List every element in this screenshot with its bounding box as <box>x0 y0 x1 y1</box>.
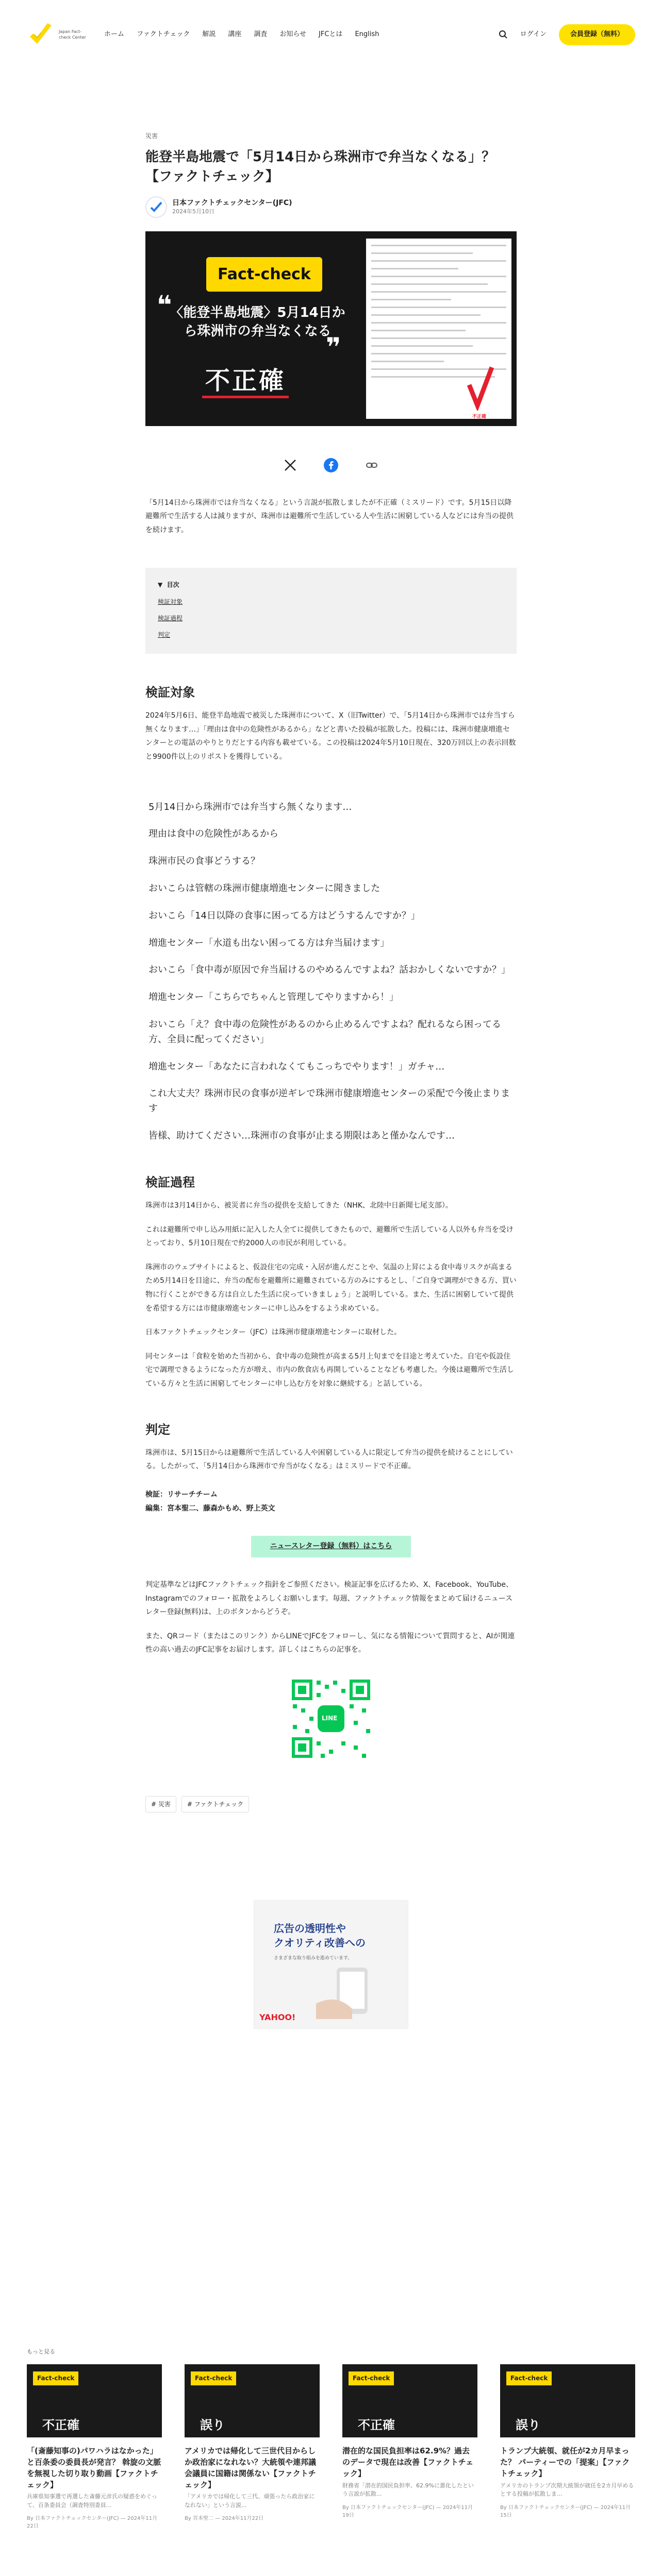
publish-date: 2024年5月10日 <box>172 208 214 215</box>
hero-image <box>145 231 517 426</box>
section-paragraph: 珠洲市は3月14日から、被災者に弁当の提供を支給してきた（NHK、北陸中日新聞七尾支部）。 <box>145 1201 453 1210</box>
open-quote-icon: ❝ <box>157 290 172 320</box>
section-paragraph: 日本ファクトチェックセンター（JFC）は珠洲市健康増進センターに取材した。 <box>145 1328 402 1337</box>
tag-disaster[interactable]: # 災害 <box>145 1796 176 1812</box>
card-date: 2024年11月22日 <box>222 2516 264 2522</box>
share-x[interactable] <box>284 459 297 472</box>
nav-factcheck[interactable]: ファクトチェック <box>137 30 190 39</box>
quote-line: これ大丈夫？珠洲市民の食事が逆ギレで珠洲市健康増進センターの采配で今後止まります <box>148 1088 510 1114</box>
quote-line: 5月14日から珠洲市では弁当すら無くなります… <box>148 801 352 812</box>
facebook-icon <box>324 458 338 472</box>
ad-banner[interactable] <box>254 1900 408 2029</box>
card-title[interactable]: 「(斎藤知事の)パワハラはなかった」と百条委の委員長が発言？ 斡旋の文脈を無視した切り取り動画【ファクトチェック】 <box>27 2446 161 2489</box>
ad-brand: YAHOO! <box>259 2012 296 2023</box>
card-excerpt: 兵庫県知事選で再選した斎藤元彦氏の疑惑をめぐって、百条委員会（調査特別委員... <box>27 2493 157 2509</box>
share-bar <box>145 458 517 472</box>
nav-course[interactable]: 講座 <box>228 30 242 39</box>
card-badge: Fact-check <box>191 2371 236 2385</box>
card-badge: Fact-check <box>506 2371 552 2385</box>
newsletter-button[interactable]: ニュースレター登録（無料）はこちら <box>251 1536 411 1557</box>
credits <box>145 1488 517 1515</box>
card-byline: By 日本ファクトチェックセンター(JFC) — 2024年11月19日 <box>342 2504 473 2518</box>
header-actions <box>499 24 635 45</box>
nav-research[interactable]: 調査 <box>254 30 268 39</box>
quote-line: 理由は食中の危険性があるから <box>148 828 278 840</box>
card-verdict: 誤り <box>200 2418 225 2433</box>
card-badge: Fact-check <box>349 2371 394 2385</box>
card-verdict: 誤り <box>516 2418 540 2433</box>
section-paragraph: 同センターは「食粒を始めた当初から、食中毒の危険性が高まる5月上旬までを目途と考えていた。自宅や仮設住宅で調理できるようになった方が増え、市内の飲食店も再開していることなども考慮した。今後は避難所で生活している方々と生活に困窮してセンターに申し込む方を対象に継続する」と話している。 <box>145 1352 514 1388</box>
quote-line: おいこら「え？食中毒の危険性があるのから止めるんですよね？配れるなら困ってる方、全員に配ってください」 <box>148 1019 501 1045</box>
card-excerpt: アメリカのトランプ次期大統領が就任を2カ月早めるとする投稿が拡散しま... <box>500 2482 634 2498</box>
nav-english[interactable]: English <box>355 30 379 39</box>
article-lead: 「5月14日から珠洲市では弁当なくなる」という言説が拡散しましたが不正確（ミスリード）です。5月15日以降避難所で生活する人は減りますが、珠洲市は避難所で生活している人や生活に困窮している人などには弁当の提供を続けます。 <box>145 498 514 534</box>
credit-research: 検証：リサーチチーム <box>145 1490 218 1499</box>
article-category[interactable]: 災害 <box>145 132 158 140</box>
toc-item-target[interactable]: 検証対象 <box>158 598 183 605</box>
card-author: By 日本ファクトチェックセンター(JFC) <box>342 2504 435 2511</box>
login-link[interactable]: ログイン <box>520 30 547 39</box>
nav-about[interactable]: JFCとは <box>319 30 343 39</box>
article <box>145 130 517 2029</box>
logo-text: Japan Fact-check Center <box>59 29 86 40</box>
section-heading-target: 検証対象 <box>145 685 195 700</box>
card-date: 2024年11月15日 <box>500 2504 631 2518</box>
card-byline: By 宮本聖二 — 2024年11月22日 <box>185 2516 264 2522</box>
card-thumbnail <box>27 2364 162 2437</box>
signup-button[interactable]: 会員登録（無料） <box>559 24 635 45</box>
section-paragraph: 2024年5月6日、能登半島地震で被災した珠洲市について、X（旧Twitter）で、「5月14日から珠洲市では弁当すら無くなります…」「理由は食中の危険性があるから」などと書いた投稿が拡散した。投稿には、珠洲市健康増進センターとの電話のやりとりだとする内容も載せている。この投稿は2024年5月10日現在、320万回以上の表示回数と9900件以上のリポストを獲得している。 <box>145 711 516 761</box>
quote-line: おいこらは管轄の珠洲市健康増進センターに聞きました <box>148 883 380 894</box>
related-card[interactable] <box>27 2364 162 2530</box>
share-copy-link[interactable] <box>365 459 378 472</box>
quote-line: おいこら「食中毒が原因で弁当届けるのやめるんですよね？話おかしくないですか？」 <box>148 964 510 976</box>
related-card[interactable] <box>185 2364 320 2530</box>
hero-headline: 〈能登半島地震〉5月14日から珠洲市の弁当なくなる <box>170 304 345 339</box>
article-title: 能登半島地震で「5月14日から珠洲市で弁当なくなる」？【ファクトチェック】 <box>145 149 495 184</box>
section-heading-process: 検証過程 <box>145 1175 195 1190</box>
quote-line: 珠洲市民の食事どうする？ <box>148 856 260 867</box>
credit-editors: 編集：宮本聖二、藤森かもめ、野上英文 <box>145 1504 275 1513</box>
card-verdict: 不正確 <box>42 2418 79 2433</box>
section-paragraph: 珠洲市は、5月15日からは避難所で生活している人や困窮している人に限定して弁当の提供を続けることにしている。したがって、「5月14日から珠洲市で弁当がなくなる」はミスリードで不正確。 <box>145 1448 513 1471</box>
ad-line1: 広告の透明性や <box>274 1922 346 1935</box>
toc-item-verdict[interactable]: 判定 <box>158 631 171 638</box>
card-thumbnail <box>342 2364 477 2437</box>
card-author: By 宮本聖二 <box>185 2516 213 2522</box>
x-logo-icon <box>284 459 297 472</box>
outro-paragraph: また、QRコード（またはこのリンク）からLINEでJFCをフォローし、気になる情報について質問すると、AIが関連性の高い過去のJFC記事をお届けします。詳しくはこちらの記事を。 <box>145 1632 515 1654</box>
related-articles <box>27 2347 635 2530</box>
card-excerpt: 財務省「潜在的国民負担率、62.9%に悪化したという言説が拡散... <box>342 2482 474 2498</box>
quote-line: 皆様、助けてください…珠洲市の食事が止まる期限はあと僅かなんです… <box>148 1130 455 1142</box>
hero-badge: Fact-check <box>206 257 322 292</box>
close-quote-icon: ❞ <box>326 332 341 362</box>
site-logo[interactable] <box>27 21 90 49</box>
card-date: 2024年11月19日 <box>342 2504 473 2518</box>
hero-stamp: 不正確 <box>472 414 487 419</box>
related-card[interactable] <box>500 2364 635 2530</box>
toc-item-process[interactable]: 検証過程 <box>158 614 183 622</box>
line-qr-code[interactable] <box>290 1677 372 1760</box>
quote-line: 増進センター「こちらでちゃんと管理してやりますから！」 <box>148 992 399 1003</box>
section-heading-verdict: 判定 <box>145 1422 170 1437</box>
related-heading: もっと見る <box>27 2348 55 2355</box>
card-excerpt: 「アメリカでは帰化して三代、頑張ったら政治家になれない」という言説... <box>185 2493 315 2509</box>
author-name[interactable]: 日本ファクトチェックセンター(JFC) <box>172 199 292 208</box>
hero-stamp-icon <box>464 364 495 411</box>
card-title[interactable]: トランプ大統領、就任が2カ月早まった？ パーティーでの「提案」【ファクトチェック】 <box>500 2446 630 2478</box>
card-title[interactable]: アメリカでは帰化して三世代目からしか政治家になれない？大統領や連邦議会議員に国籍は関係ない【ファクトチェック】 <box>185 2446 317 2489</box>
ad-hand-phone-icon <box>316 1962 393 2019</box>
nav-news[interactable]: お知らせ <box>279 30 307 39</box>
nav-explainer[interactable]: 解説 <box>202 30 216 39</box>
ad-line3: さまざまな取り組みを進めています。 <box>274 1956 353 1961</box>
toc-toggle[interactable]: ▼ 目次 <box>158 581 179 589</box>
card-date: 2024年11月22日 <box>27 2516 158 2530</box>
card-verdict: 不正確 <box>358 2418 395 2433</box>
tag-factcheck[interactable]: # ファクトチェック <box>181 1796 249 1812</box>
card-thumbnail <box>500 2364 635 2437</box>
search-icon[interactable] <box>499 30 508 39</box>
quote-line: 増進センター「水道も出ない困ってる方は弁当届けます」 <box>148 937 390 948</box>
section-paragraph: 珠洲市のウェブサイトによると、仮設住宅の完成・入居が進んだことや、気温の上昇による食中毒リスクが高まるため5月14日を目途に、弁当の配布を避難所に避難されている方のみにするとし、「ご自身で調理ができる方、買い物に行くことができる方は自立した生活に戻っていきましょう」と説明している。また、生活に困窮していて提供を希望する方には市健康増進センターに申し込みをするよう求めている。 <box>145 1263 517 1313</box>
main-nav <box>104 28 379 41</box>
card-badge: Fact-check <box>33 2371 78 2385</box>
site-header <box>0 0 662 70</box>
author-block <box>145 196 517 218</box>
table-of-contents <box>145 568 517 654</box>
nav-home[interactable]: ホーム <box>104 30 125 39</box>
tag-list <box>145 1796 517 1812</box>
related-card[interactable] <box>342 2364 477 2530</box>
card-title[interactable]: 潜在的な国民負担率は62.9%？過去のデータで現在は改善【ファクトチェック】 <box>342 2446 474 2478</box>
avatar[interactable] <box>145 196 167 218</box>
card-author: By 日本ファクトチェックセンター(JFC) <box>500 2504 592 2511</box>
quote-line: 増進センター「あなたに言われなくてもこっちでやります！」ガチャ… <box>148 1061 445 1072</box>
card-thumbnail <box>185 2364 320 2437</box>
outro-paragraph: 判定基準などはJFCファクトチェック指針をご参照ください。検証記事を広げるため、X、Facebook、YouTube、Instagramでのフォロー・拡散をよろしくお願いします。毎週、ファクトチェック情報をまとめて届けるニュースレター登録(無料)は、上のボタンからどうぞ。 <box>145 1580 513 1617</box>
link-icon <box>365 459 378 472</box>
hero-verdict: 不正確 <box>202 366 289 399</box>
toc-heading: 目次 <box>167 581 179 589</box>
jfc-avatar-icon <box>150 200 163 214</box>
card-byline: By 日本ファクトチェックセンター(JFC) — 2024年11月15日 <box>500 2504 631 2518</box>
ad-line2: クオリティ改善への <box>274 1937 366 1950</box>
card-byline: By 日本ファクトチェックセンター(JFC) — 2024年11月22日 <box>27 2516 158 2530</box>
quote-line: おいこら「14日以降の食事に困ってる方はどうするんですか？」 <box>148 910 420 921</box>
jfc-logo-icon <box>27 21 55 49</box>
quoted-post <box>148 800 517 1144</box>
section-paragraph: これは避難所で申し込み用紙に記入した人全てに提供してきたもので、避難所で生活している人以外も弁当を受けとっており、5月10日現在で約2000人の市民が利用している。 <box>145 1225 514 1248</box>
card-author: By 日本ファクトチェックセンター(JFC) <box>27 2516 119 2522</box>
share-facebook[interactable] <box>324 458 338 472</box>
qr-label: LINE <box>322 1714 338 1722</box>
